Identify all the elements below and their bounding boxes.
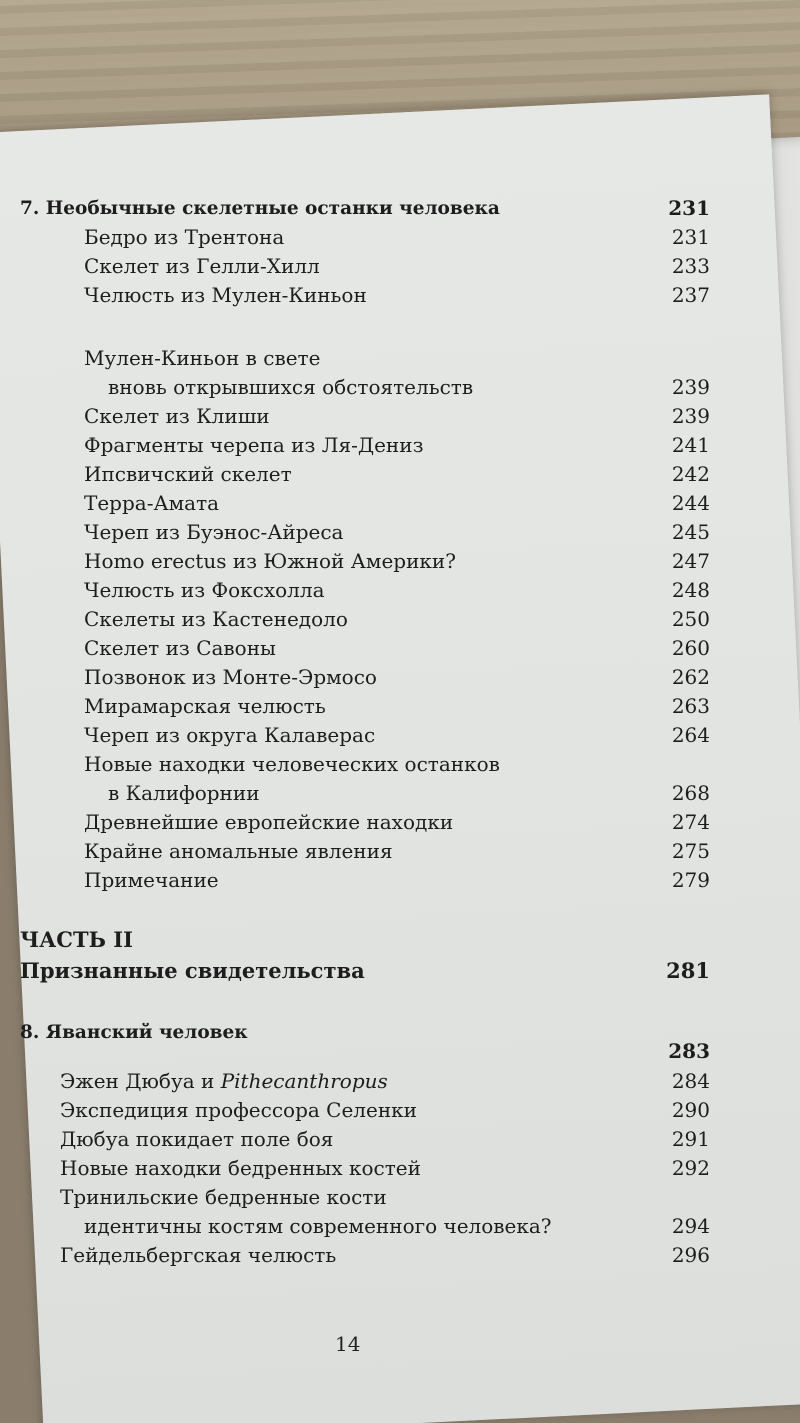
toc-entry: [20, 866, 710, 895]
page-number: 291: [671, 1127, 710, 1151]
chapter-8-heading: [20, 1018, 710, 1047]
toc-entry: [20, 663, 710, 692]
page-number: 283: [668, 1039, 710, 1063]
page-folio: 14: [335, 1332, 361, 1356]
toc-entry: [20, 431, 710, 460]
entry-title: Челюсть из Мулен-Киньон: [84, 283, 367, 307]
toc-entry-continuation: [20, 373, 710, 402]
page-number: 264: [671, 723, 710, 747]
entry-title: Дюбуа покидает поле боя: [60, 1127, 334, 1151]
entry-title-italic: Pithecanthropus: [220, 1069, 388, 1093]
page-number: 233: [671, 254, 710, 278]
toc-entry: [20, 489, 710, 518]
toc-entry: [20, 837, 710, 866]
page-number: 274: [671, 810, 710, 834]
entry-title: Скелет из Клиши: [84, 404, 270, 428]
page-number: 290: [671, 1098, 710, 1122]
toc-entry: [20, 344, 710, 373]
entry-title: Новые находки человеческих останков: [84, 752, 500, 776]
page-number: 241: [671, 433, 710, 457]
toc-entry: [20, 692, 710, 721]
entry-title: Примечание: [83, 868, 219, 892]
page-number: 247: [671, 549, 710, 573]
toc-entry: [20, 402, 710, 431]
toc-entry: [20, 223, 710, 252]
toc-entry: [20, 634, 710, 663]
spacer: [20, 895, 710, 925]
page-number: 244: [671, 491, 710, 515]
page-number: 250: [671, 607, 710, 631]
entry-title: Череп из округа Калаверас: [84, 723, 376, 747]
toc-entry: [20, 460, 710, 489]
entry-title: Тринильские бедренные кости: [59, 1185, 387, 1209]
page-number: 231: [668, 196, 710, 220]
page-number: 279: [671, 868, 710, 892]
toc-entry: [20, 750, 710, 779]
entry-title: Ипсвичский скелет: [84, 462, 292, 486]
page-number: 292: [671, 1156, 710, 1180]
toc-entry-continuation: [20, 1212, 710, 1241]
page-number: 242: [671, 462, 710, 486]
entry-title: Скелет из Гелли-Хилл: [84, 254, 320, 278]
toc-entry: [20, 1241, 710, 1270]
entry-title: Позвонок из Монте-Эрмосо: [84, 665, 377, 689]
spacer: [20, 310, 710, 344]
page-number: 275: [671, 839, 711, 863]
toc-entry: [20, 518, 710, 547]
entry-title: идентичны костям современного человека?: [84, 1214, 552, 1238]
chapter-8-page-row: [20, 1039, 710, 1067]
book-page: [0, 94, 800, 1423]
page-number: 281: [666, 958, 710, 983]
toc-entry: [20, 1183, 710, 1212]
toc-entry: [20, 281, 710, 310]
entry-title: Крайне аномальные явления: [84, 839, 393, 863]
part-2-label: [20, 925, 710, 954]
entry-title: Гейдельбергская челюсть: [60, 1243, 337, 1267]
toc-entry: [20, 1067, 710, 1096]
entry-title: Мирамарская челюсть: [84, 694, 326, 718]
chapter-title: 7. Необычные скелетные останки человека: [20, 198, 500, 219]
entry-title: Новые находки бедренных костей: [60, 1156, 421, 1180]
page-number: 248: [671, 578, 710, 602]
toc-entry: [20, 252, 710, 281]
entry-title: Древнейшие европейские находки: [84, 810, 454, 834]
toc-entry: [20, 1154, 710, 1183]
entry-title: Мулен-Киньон в свете: [84, 346, 321, 370]
table-of-contents: [20, 194, 710, 1270]
page-number: 237: [671, 283, 710, 307]
page-number: 239: [671, 375, 710, 399]
spacer: [20, 988, 710, 1018]
page-number: 296: [671, 1243, 710, 1267]
entry-title: вновь открывшихся обстоятельств: [107, 375, 474, 399]
toc-entry: [20, 1125, 710, 1154]
page-number: 262: [671, 665, 710, 689]
page-number: 239: [671, 404, 710, 428]
entry-title: Эжен Дюбуа и: [60, 1069, 221, 1093]
toc-entry: [20, 605, 710, 634]
entry-title: Бедро из Трентона: [84, 225, 285, 249]
entry-title: Терра-Амата: [84, 491, 220, 515]
page-number: 245: [671, 520, 710, 544]
page-number: 260: [671, 636, 710, 660]
entry-title: Скелеты из Кастенедоло: [84, 607, 348, 631]
entry-title: Череп из Буэнос-Айреса: [84, 520, 344, 544]
toc-entry: [20, 808, 710, 837]
entry-title: Фрагменты черепа из Ля-Дениз: [83, 433, 424, 457]
toc-entry: [20, 547, 710, 576]
entry-title: Homo erectus из Южной Америки?: [83, 549, 456, 573]
page-number: 231: [671, 225, 710, 249]
toc-entry: [20, 721, 710, 750]
page-content: [0, 132, 770, 1423]
toc-entry: [20, 1096, 710, 1125]
page-number: 294: [671, 1214, 711, 1238]
toc-entry-continuation: [20, 779, 710, 808]
page-number: 263: [671, 694, 710, 718]
toc-entry: [20, 576, 710, 605]
entry-title: Челюсть из Фоксхолла: [84, 578, 325, 602]
page-number: 284: [671, 1069, 710, 1093]
chapter-7-heading: [20, 194, 710, 223]
page-number: 268: [671, 781, 710, 805]
part-title: Признанные свидетельства: [19, 958, 365, 983]
entry-title: Экспедиция профессора Селенки: [60, 1098, 418, 1122]
chapter-title: 8. Яванский человек: [19, 1022, 248, 1043]
entry-title: в Калифорнии: [108, 781, 260, 805]
part-2-heading: [20, 954, 710, 988]
entry-title: Скелет из Савоны: [84, 636, 276, 660]
part-label: ЧАСТЬ II: [20, 927, 133, 952]
